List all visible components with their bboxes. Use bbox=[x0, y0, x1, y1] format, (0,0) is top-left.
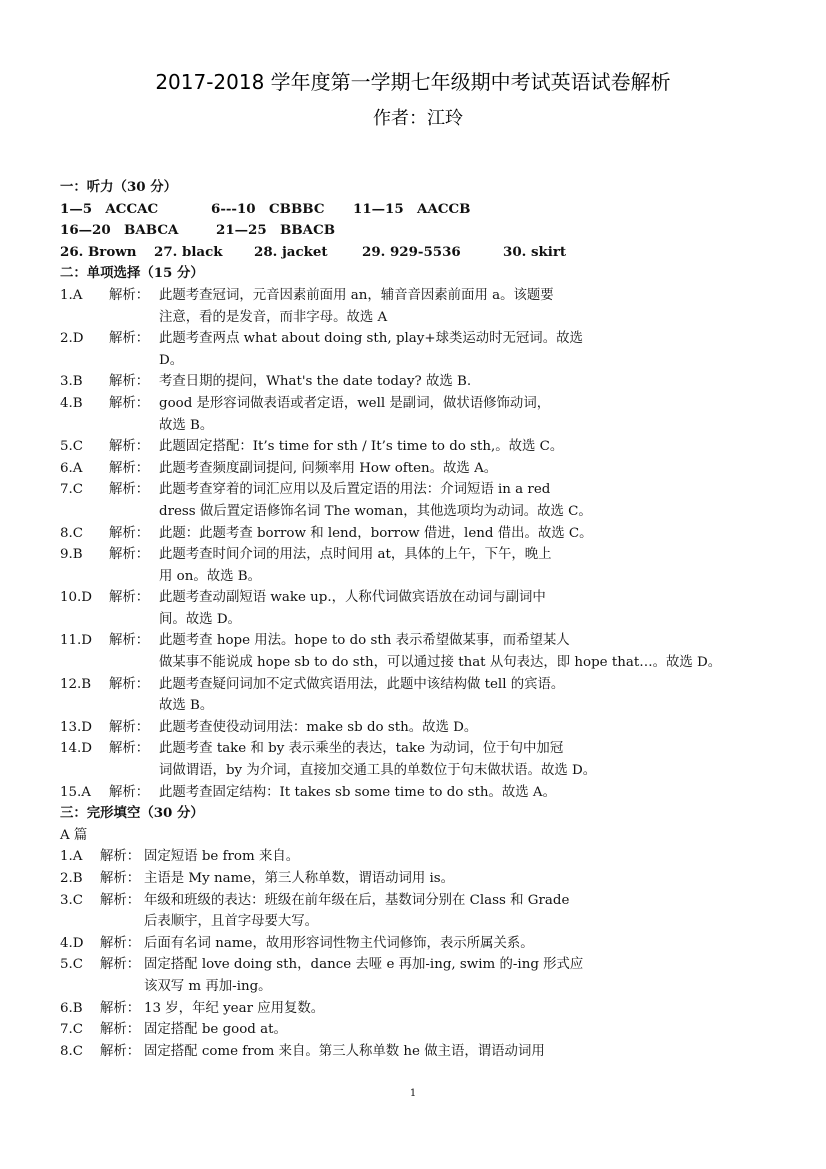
explanation-text bbox=[159, 393, 550, 436]
explanation-label: 解析： bbox=[109, 395, 150, 411]
explanation-text bbox=[159, 458, 497, 480]
answer-number: 3.C bbox=[60, 892, 84, 908]
answer-number: 2.D bbox=[60, 331, 84, 347]
answer-number: 5.C bbox=[60, 957, 84, 973]
explanation-line: 此题考查疑问词加不定式做宾语用法，此题中该结构做 tell 的宾语。 bbox=[159, 676, 565, 692]
answer-number: 11.D bbox=[60, 633, 93, 649]
explanation-line: 故选 B。 bbox=[159, 417, 214, 433]
answer-explanation-item bbox=[60, 868, 800, 890]
explanation-label: 解析： bbox=[109, 482, 150, 498]
explanation-text bbox=[159, 544, 552, 587]
explanation-line: 此题考查频度副词提问, 问频率用 How often。故选 A。 bbox=[159, 460, 498, 476]
answer-group: 11—15 AACCB bbox=[353, 200, 471, 217]
explanation-label: 解析： bbox=[100, 1000, 141, 1016]
answer-number: 4.D bbox=[60, 935, 84, 951]
answer-item: 29. 929-5536 bbox=[362, 243, 461, 260]
explanation-line: 固定搭配 be good at。 bbox=[144, 1022, 287, 1038]
document-body bbox=[60, 177, 800, 1062]
answer-item: 27. black bbox=[154, 243, 223, 260]
explanation-line: 此题固定搭配：It’s time for sth / It’s time to do sth,。故选 C。 bbox=[159, 439, 564, 455]
answer-group: 21—25 BBACB bbox=[216, 222, 336, 239]
explanation-line: 后面有名词 name，故用形容词性物主代词修饰，表示所属关系。 bbox=[144, 935, 534, 951]
explanation-line: 此题考查固定结构：It takes sb some time to do sth。故选 A。 bbox=[159, 784, 556, 800]
answer-explanation-item bbox=[60, 846, 800, 868]
explanation-line: 13 岁，年纪 year 应用复数。 bbox=[144, 1000, 325, 1016]
explanation-line: 用 on。故选 B。 bbox=[159, 568, 261, 584]
explanation-text bbox=[159, 587, 546, 630]
explanation-line: 年级和班级的表达：班级在前年级在后，基数词分别在 Class 和 Grade bbox=[144, 892, 570, 908]
explanation-label: 解析： bbox=[100, 1022, 141, 1038]
explanation-text bbox=[159, 436, 563, 458]
answer-explanation-item bbox=[60, 933, 800, 955]
explanation-label: 解析： bbox=[109, 287, 150, 303]
listening-answers-row-1 bbox=[60, 199, 800, 221]
explanation-line: 该双写 m 再加-ing。 bbox=[144, 978, 272, 994]
answer-explanation-item bbox=[60, 717, 800, 739]
explanation-label: 解析： bbox=[109, 460, 150, 476]
page-number: 1 bbox=[409, 1088, 417, 1099]
answer-explanation-item bbox=[60, 1019, 800, 1041]
answer-item: 30. skirt bbox=[503, 243, 567, 260]
explanation-line: 故选 B。 bbox=[159, 698, 214, 714]
explanation-text bbox=[144, 954, 583, 997]
explanation-line: 此题考查使役动词用法：make sb do sth。故选 D。 bbox=[159, 719, 478, 735]
explanation-text bbox=[159, 630, 721, 673]
explanation-label: 解析： bbox=[109, 374, 150, 390]
explanation-text bbox=[144, 933, 534, 955]
explanation-label: 解析： bbox=[100, 849, 141, 865]
answer-number: 15.A bbox=[60, 784, 91, 800]
explanation-label: 解析： bbox=[100, 1043, 141, 1059]
section-2-list bbox=[60, 285, 800, 803]
explanation-label: 解析： bbox=[109, 784, 150, 800]
answer-number: 1.A bbox=[60, 287, 83, 303]
explanation-text bbox=[144, 998, 324, 1020]
answer-explanation-item bbox=[60, 998, 800, 1020]
explanation-label: 解析： bbox=[109, 525, 150, 541]
explanation-label: 解析： bbox=[100, 871, 141, 886]
answer-number: 5.C bbox=[60, 439, 84, 455]
explanation-label: 解析： bbox=[109, 719, 150, 735]
explanation-line: 此题考查冠词，元音因素前面用 an，辅音音因素前面用 a。该题要 bbox=[159, 287, 554, 303]
explanation-line: 此题考查两点 what about doing sth, play+球类运动时无冠词。故选 bbox=[159, 331, 583, 347]
answer-item: 28. jacket bbox=[254, 243, 328, 260]
explanation-line: 固定搭配 love doing sth，dance 去哑 e 再加-ing, swim 的-ing 形式应 bbox=[144, 957, 584, 973]
answer-explanation-item bbox=[60, 954, 800, 997]
explanation-line: dress 做后置定语修饰名词 The woman，其他选项均为动词。故选 C。 bbox=[159, 503, 592, 519]
answer-number: 9.B bbox=[60, 547, 83, 563]
page-title: 2017-2018 学年度第一学期七年级期中考试英语试卷解析 bbox=[155, 70, 671, 94]
explanation-label: 解析： bbox=[109, 741, 150, 757]
explanation-line: 固定短语 be from 来自。 bbox=[144, 849, 300, 865]
answer-explanation-item bbox=[60, 630, 800, 673]
answer-explanation-item bbox=[60, 890, 800, 933]
answer-number: 7.C bbox=[60, 482, 84, 498]
explanation-line: 此题考查 take 和 by 表示乘坐的表达，take 为动词，位于句中加冠 bbox=[159, 741, 564, 757]
answer-group: 16—20 BABCA bbox=[60, 222, 179, 239]
listening-answers-row-3 bbox=[60, 242, 800, 264]
explanation-text bbox=[159, 328, 583, 371]
explanation-text bbox=[159, 479, 592, 522]
answer-explanation-item bbox=[60, 285, 800, 328]
answer-number: 6.B bbox=[60, 1000, 83, 1016]
explanation-line: 词做谓语，by 为介词，直接加交通工具的单数位于句末做状语。故选 D。 bbox=[159, 763, 597, 779]
answer-number: 13.D bbox=[60, 719, 93, 735]
answer-explanation-item bbox=[60, 782, 800, 804]
answer-explanation-item bbox=[60, 523, 800, 545]
author-line: 作者：江玲 bbox=[373, 108, 463, 129]
section-2-heading: 二：单项选择（15 分） bbox=[60, 265, 204, 282]
explanation-label: 解析： bbox=[109, 633, 150, 649]
answer-number: 2.B bbox=[60, 871, 83, 886]
explanation-line: 间。故选 D。 bbox=[159, 611, 241, 627]
answer-number: 7.C bbox=[60, 1022, 84, 1038]
answer-explanation-item bbox=[60, 544, 800, 587]
section-1-heading: 一：听力（30 分） bbox=[60, 179, 178, 195]
section-3-list bbox=[60, 846, 800, 1062]
explanation-line: 此题考查穿着的词汇应用以及后置定语的用法：介词短语 in a red bbox=[159, 482, 551, 498]
explanation-text bbox=[159, 371, 471, 393]
explanation-label: 解析： bbox=[109, 547, 150, 563]
explanation-text bbox=[144, 1041, 545, 1063]
explanation-label: 解析： bbox=[109, 439, 150, 455]
answer-number: 14.D bbox=[60, 741, 93, 757]
explanation-line: 此题考查动副短语 wake up.，人称代词做宾语放在动词与副词中 bbox=[159, 590, 546, 606]
answer-number: 4.B bbox=[60, 395, 83, 411]
answer-explanation-item bbox=[60, 479, 800, 522]
answer-explanation-item bbox=[60, 436, 800, 458]
explanation-line: 固定搭配 come from 来自。第三人称单数 he 做主语，谓语动词用 bbox=[144, 1043, 545, 1059]
explanation-line: 后表顺宇，且首字母要大写。 bbox=[144, 914, 319, 930]
explanation-text bbox=[144, 1019, 287, 1041]
explanation-line: D。 bbox=[159, 352, 184, 368]
answer-explanation-item bbox=[60, 328, 800, 371]
explanation-label: 解析： bbox=[109, 676, 150, 692]
answer-number: 8.C bbox=[60, 1043, 84, 1059]
explanation-line: 此题考查 hope 用法。hope to do sth 表示希望做某事，而希望某人 bbox=[159, 633, 570, 649]
explanation-line: 主语是 My name，第三人称单数，谓语动词用 is。 bbox=[144, 871, 455, 886]
answer-explanation-item bbox=[60, 674, 800, 717]
explanation-label: 解析： bbox=[100, 935, 141, 951]
answer-item: 26. Brown bbox=[60, 243, 137, 260]
answer-explanation-item bbox=[60, 587, 800, 630]
answer-number: 1.A bbox=[60, 849, 83, 865]
explanation-line: good 是形容词做表语或者定语，well 是副词，做状语修饰动词， bbox=[159, 395, 551, 411]
explanation-text bbox=[159, 523, 593, 545]
explanation-text bbox=[159, 285, 554, 328]
explanation-line: 做某事不能说成 hope sb to do sth，可以通过接 that 从句表达，即 hope that…。故选 D。 bbox=[159, 655, 722, 671]
explanation-label: 解析： bbox=[109, 331, 150, 347]
answer-explanation-item bbox=[60, 393, 800, 436]
explanation-text bbox=[144, 846, 299, 868]
section-3-subheading: A 篇 bbox=[60, 827, 88, 843]
explanation-label: 解析： bbox=[100, 892, 141, 908]
explanation-label: 解析： bbox=[100, 957, 141, 973]
explanation-line: 此题：此题考查 borrow 和 lend，borrow 借进，lend 借出。故选 C。 bbox=[159, 525, 593, 541]
explanation-text bbox=[159, 674, 564, 717]
explanation-text bbox=[159, 782, 556, 804]
explanation-text bbox=[159, 717, 477, 739]
answer-group: 1—5 ACCAC bbox=[60, 200, 159, 217]
explanation-text bbox=[159, 738, 596, 781]
answer-group: 6---10 CBBBC bbox=[211, 200, 325, 217]
explanation-label: 解析： bbox=[109, 590, 150, 606]
answer-number: 6.A bbox=[60, 460, 83, 476]
explanation-text bbox=[144, 868, 454, 890]
explanation-line: 考查日期的提问，What's the date today? 故选 B. bbox=[159, 374, 472, 390]
listening-answers-row-2 bbox=[60, 220, 800, 242]
explanation-line: 此题考查时间介词的用法，点时间用 at，具体的上午，下午，晚上 bbox=[159, 547, 552, 563]
answer-explanation-item bbox=[60, 371, 800, 393]
answer-number: 3.B bbox=[60, 374, 83, 390]
section-3-heading: 三：完形填空（30 分） bbox=[60, 805, 204, 822]
answer-number: 8.C bbox=[60, 525, 84, 541]
explanation-text bbox=[144, 890, 569, 933]
answer-explanation-item bbox=[60, 1041, 800, 1063]
answer-number: 10.D bbox=[60, 590, 93, 606]
answer-number: 12.B bbox=[60, 676, 92, 692]
explanation-line: 注意，看的是发音，而非字母。故选 A bbox=[159, 309, 388, 325]
answer-explanation-item bbox=[60, 738, 800, 781]
answer-explanation-item bbox=[60, 458, 800, 480]
